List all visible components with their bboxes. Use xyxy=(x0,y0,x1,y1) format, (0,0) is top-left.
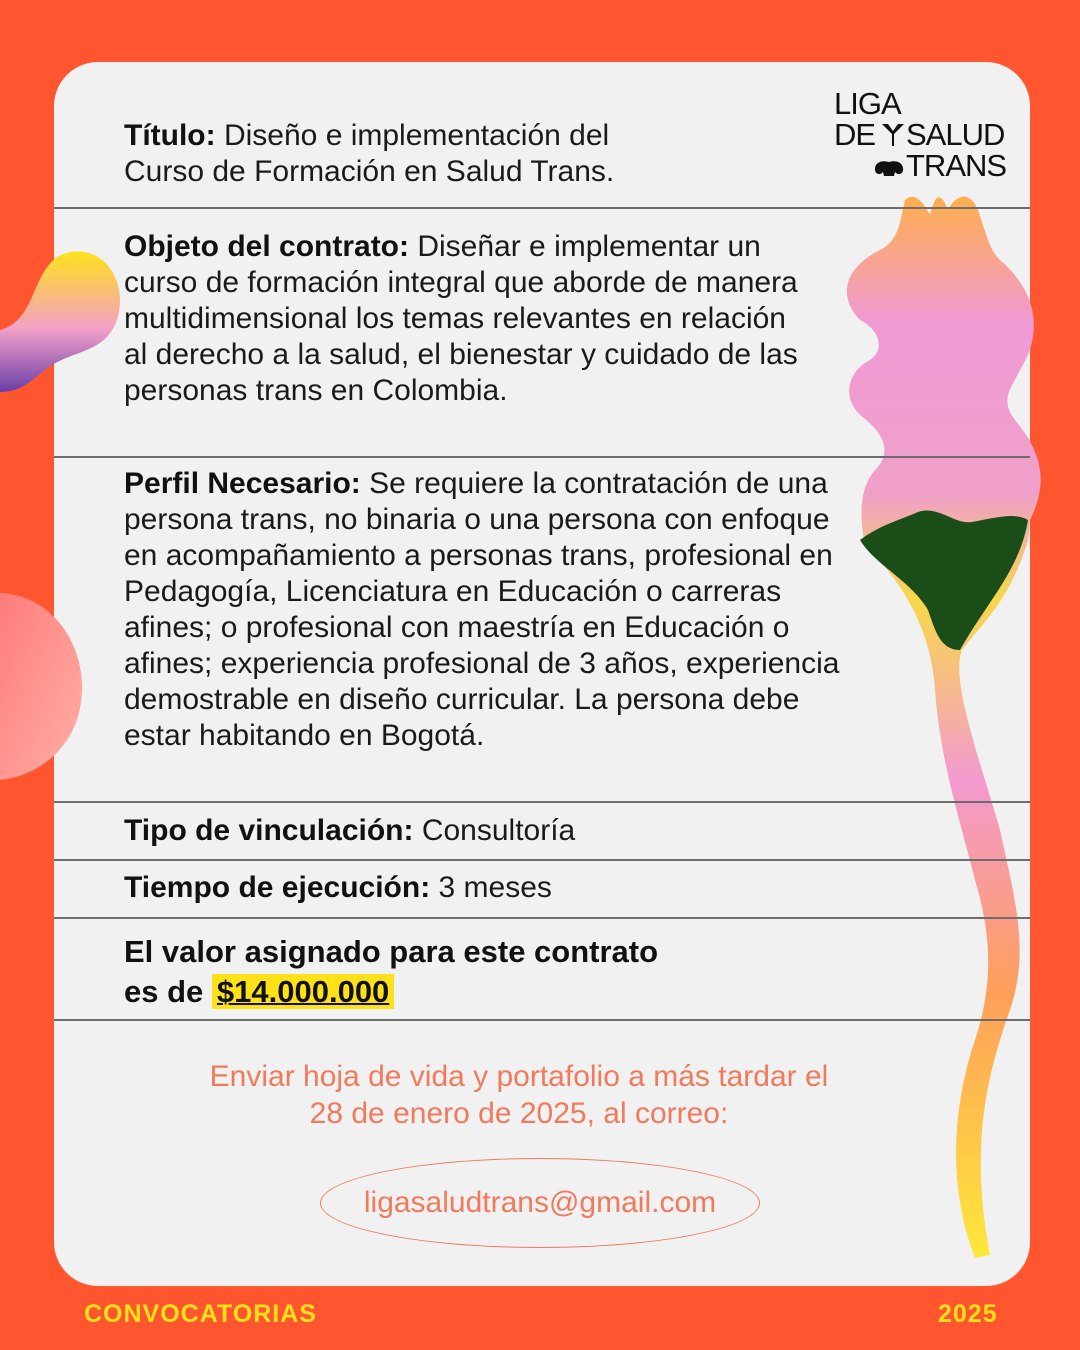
value-line1: El valor asignado para este contrato xyxy=(124,934,659,969)
tiempo-label: Tiempo de ejecución: xyxy=(124,871,439,904)
divider xyxy=(54,917,1030,919)
logo-line3: TRANS xyxy=(906,148,1007,183)
email-address[interactable]: ligasaludtrans@gmail.com xyxy=(320,1158,760,1248)
perfil-label: Perfil Necesario: xyxy=(124,467,370,500)
liga-de-salud-trans-logo xyxy=(834,86,1007,184)
send-date: 28 de enero de 2025 xyxy=(309,1097,587,1130)
divider xyxy=(54,1019,1030,1021)
perfil-text: Se requiere la contratación de una persona trans, no binaria o una persona con enfoque en acompañamiento a personas trans, profesional en Pedagogía, Licenciatura en Educación o carreras afines; o profesional con maestría en Educación o afines; experiencia profesional de 3 años, experiencia demostrable en diseño curricular. La persona debe estar habitando en Bogotá. xyxy=(124,467,840,752)
value-amount: $14.000.000 xyxy=(212,974,394,1009)
objeto-text: Diseñar e implementar un curso de formación integral que aborde de manera multidimensional los temas relevantes en relación al derecho a la salud, el bienestar y cuidado de las personas trans en Colombia. xyxy=(124,230,798,407)
roots-icon xyxy=(872,152,906,178)
tipo-text: Consultoría xyxy=(421,814,576,847)
tipo-label: Tipo de vinculación: xyxy=(124,814,422,847)
divider xyxy=(54,456,1030,458)
footer-year: 2025 xyxy=(938,1300,998,1328)
section-tiempo xyxy=(124,870,824,906)
contract-value xyxy=(124,932,658,1012)
objeto-label: Objeto del contrato: xyxy=(124,230,418,263)
send-text: Enviar hoja de vida y portafolio a más tardar el xyxy=(209,1060,829,1093)
section-tipo xyxy=(124,813,824,849)
footer-convocatorias: CONVOCATORIAS xyxy=(84,1300,317,1328)
section-objeto xyxy=(124,229,814,409)
send-instructions xyxy=(54,1058,984,1132)
logo-line1: LIGA xyxy=(834,86,901,121)
logo-line2a: DE xyxy=(834,117,876,152)
send-suffix: , al correo: xyxy=(586,1097,729,1130)
tiempo-text: 3 meses xyxy=(438,871,552,904)
divider xyxy=(54,207,1030,209)
divider xyxy=(54,859,1030,861)
titulo-label: Título: xyxy=(124,119,224,152)
titulo-text: Diseño e implementación del Curso de Formación en Salud Trans. xyxy=(124,119,615,188)
logo-line2b: SALUD xyxy=(906,117,1005,152)
sprout-icon xyxy=(880,122,906,148)
value-prefix: es de xyxy=(124,974,204,1009)
section-titulo xyxy=(124,118,684,190)
divider xyxy=(54,801,1030,803)
section-perfil xyxy=(124,466,844,754)
